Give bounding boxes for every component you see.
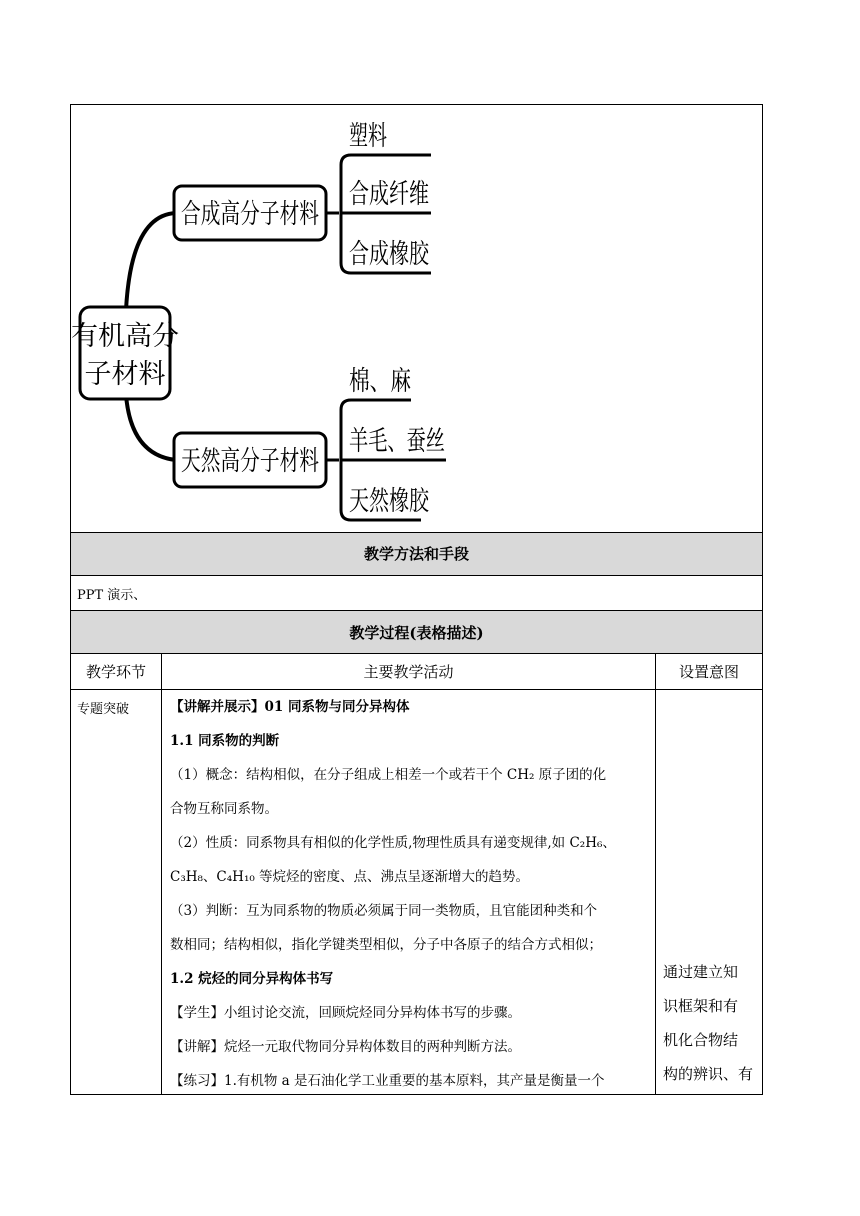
root-node-line: 子材料 — [84, 359, 166, 390]
activity-line: 1.1 同系物的判断 — [170, 733, 280, 749]
leaf-synthetic-rubber: 合成橡胶 — [349, 239, 430, 270]
activity-line: 合物互称同系物。 — [170, 801, 278, 817]
mind-map-diagram — [71, 105, 762, 532]
activity-line: 1.2 烷烃的同分异构体书写 — [170, 971, 334, 987]
activity-line: （3）判断：互为同系物的物质必须属于同一类物质，且官能团种类和个 — [170, 903, 598, 919]
table-divider — [70, 532, 763, 533]
activity-line: 【练习】1.有机物 a 是石油化学工业重要的基本原料，其产量是衡量一个 — [170, 1073, 605, 1089]
intent-line: 构的辨识、有 — [663, 1065, 754, 1083]
root-node-line: 有机高分 — [71, 321, 179, 352]
branch-node-natural: 天然高分子材料 — [181, 446, 319, 477]
table-divider — [70, 610, 763, 611]
activity-content — [170, 690, 650, 1098]
intent-line: 通过建立知 — [663, 963, 739, 981]
activity-line: 【讲解并展示】01 同系物与同分异构体 — [170, 699, 410, 715]
branch-node-synthetic: 合成高分子材料 — [181, 199, 319, 230]
column-header-stage: 教学环节 — [85, 663, 146, 681]
leaf-synthetic-fiber: 合成纤维 — [349, 179, 429, 210]
intent-line: 机化合物结 — [663, 1031, 739, 1049]
stage-label: 专题突破 — [77, 702, 130, 717]
leaf-cotton-hemp: 棉、麻 — [349, 366, 411, 397]
process-title: 教学过程(表格描述) — [349, 624, 484, 642]
methods-title: 教学方法和手段 — [363, 545, 469, 563]
activity-line: 【讲解】烷烃一元取代物同分异构体数目的两种判断方法。 — [170, 1039, 521, 1055]
intent-content — [663, 955, 757, 1091]
column-header-activity: 主要教学活动 — [363, 663, 454, 681]
column-header-intent: 设置意图 — [678, 663, 739, 681]
column-divider — [161, 653, 162, 1095]
methods-text: PPT 演示、 — [77, 588, 147, 603]
table-divider — [70, 575, 763, 576]
column-divider — [655, 653, 656, 1095]
activity-line: （1）概念：结构相似，在分子组成上相差一个或若干个 CH₂ 原子团的化 — [170, 767, 607, 783]
activity-line: 【学生】小组讨论交流，回顾烷烃同分异构体书写的步骤。 — [170, 1005, 521, 1021]
table-border-right — [762, 104, 763, 1095]
activity-line: 数相同；结构相似，指化学键类型相似，分子中各原子的结合方式相似； — [170, 937, 602, 953]
activity-line: C₃H₈、C₄H₁₀ 等烷烃的密度、点、沸点呈逐渐增大的趋势。 — [170, 869, 530, 885]
leaf-wool-silk: 羊毛、蚕丝 — [349, 426, 445, 457]
activity-line: （2）性质：同系物具有相似的化学性质,物理性质具有递变规律,如 C₂H₆、 — [170, 835, 616, 851]
leaf-plastic: 塑料 — [349, 121, 387, 152]
intent-line: 识框架和有 — [663, 997, 739, 1015]
table-divider — [70, 653, 763, 654]
leaf-natural-rubber: 天然橡胶 — [349, 486, 430, 517]
